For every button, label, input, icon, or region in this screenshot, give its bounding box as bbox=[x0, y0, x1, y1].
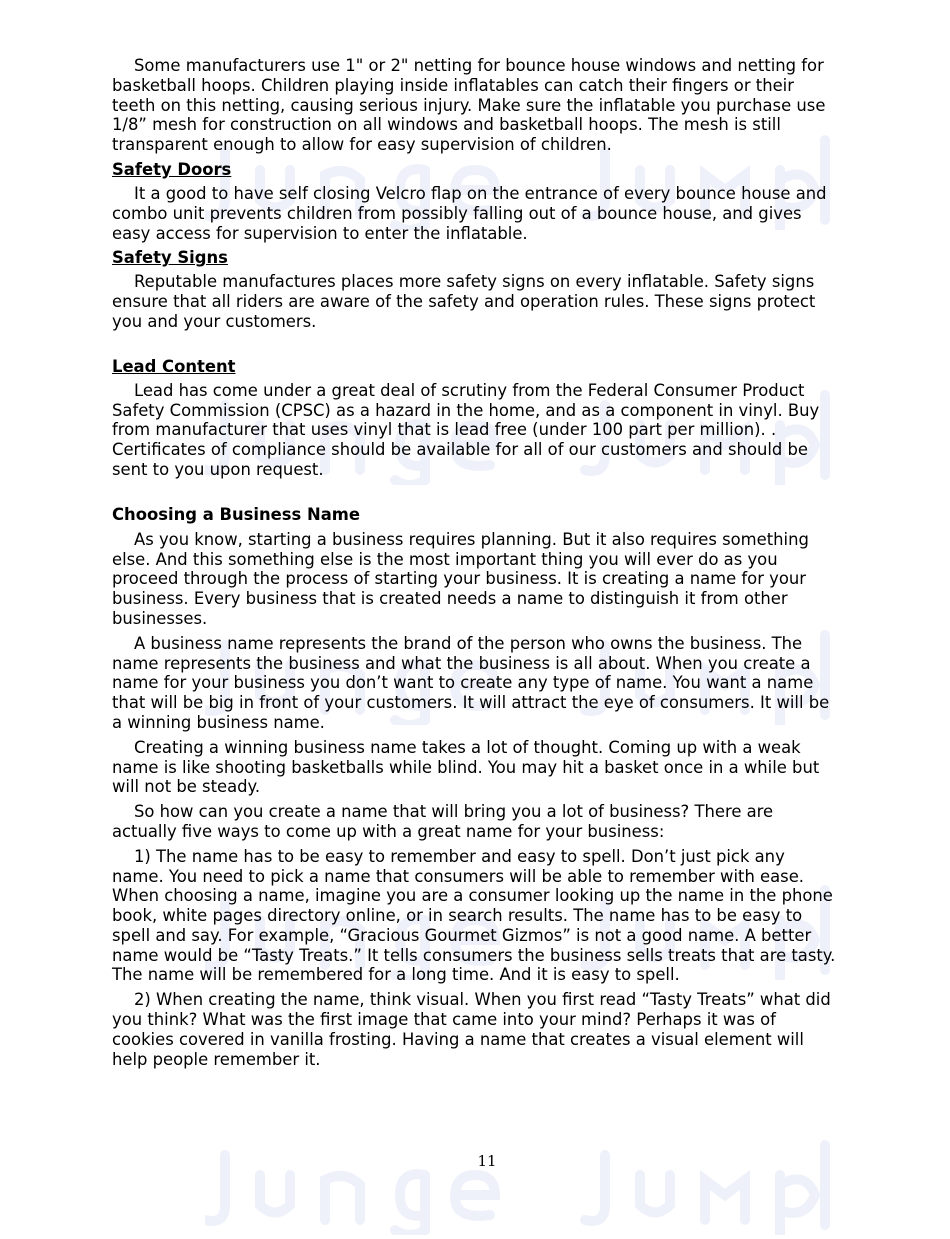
paragraph-business-name-4: So how can you create a name that will bring you a lot of business? There are actually five ways to come up with a great name for your business: bbox=[112, 802, 774, 841]
spacer bbox=[112, 337, 838, 357]
paragraph-business-name-6: 2) When creating the name, think visual. When you first read “Tasty Treats” what did you think? What was the first image that came into your mind? Perhaps it was of cookies covered in vanilla frosting. Having a name that creates a visual element will help people remember it. bbox=[112, 990, 831, 1069]
watermark-logo bbox=[205, 1135, 845, 1235]
paragraph-safety-doors: It a good to have self closing Velcro flap on the entrance of every bounce house and combo unit prevents children from possibly falling out of a bounce house, and gives easy access for supervision to enter the inflatable. bbox=[112, 183, 827, 243]
paragraph-business-name-1: As you know, starting a business requires planning. But it also requires something else. And this something else is the most important thing you will ever do as you proceed through the process of starting your business. It is creating a name for your business. Every business that is created needs a name to distinguish it from other businesses. bbox=[112, 529, 809, 628]
paragraph-lead-content: Lead has come under a great deal of scrutiny from the Federal Consumer Product Safety Commission (CPSC) as a hazard in the home, and as a component in vinyl. Buy from manufacturer that uses vinyl that is lead free (under 100 part per million). . Certificates of compliance should be available for all of our customers and should be sent to you upon request. bbox=[112, 380, 820, 479]
paragraph-business-name-3: Creating a winning business name takes a lot of thought. Coming up with a weak name is like shooting basketballs while blind. You may hit a basket once in a while but will not be steady. bbox=[112, 737, 820, 797]
paragraph-netting: Some manufacturers use 1" or 2" netting for bounce house windows and netting for basketball hoops. Children playing inside inflatables can catch their fingers or their teeth on this netting, causing serious injury. Make sure the inflatable you purchase use 1/8” mesh for construction on all windows and basketball hoops. The mesh is still transparent enough to allow for easy supervision of children. bbox=[112, 56, 826, 155]
spacer bbox=[112, 485, 838, 505]
paragraph-business-name-2: A business name represents the brand of the person who owns the business. The name represents the business and what the business is all about. When you create a name for your business you don’t want to create any type of name. You want a name that will be big in front of your customers. It will attract the eye of consumers. It will be a winning business name. bbox=[112, 633, 830, 732]
document-body bbox=[112, 56, 838, 1074]
paragraph-safety-signs: Reputable manufactures places more safety signs on every inflatable. Safety signs ensure that all riders are aware of the safety and operation rules. These signs protect you and your customers. bbox=[112, 272, 816, 331]
heading-business-name: Choosing a Business Name bbox=[112, 504, 360, 524]
page-number: 11 bbox=[477, 1152, 497, 1170]
heading-safety-signs: Safety Signs bbox=[112, 248, 228, 268]
heading-safety-doors: Safety Doors bbox=[112, 159, 232, 179]
paragraph-business-name-5: 1) The name has to be easy to remember and easy to spell. Don’t just pick any name. You need to pick a name that consumers will be able to remember with ease. When choosing a name, imagine you are a consumer looking up the name in the phone book, white pages directory online, or in search results. The name has to be easy to spell and say. For example, “Gracious Gourmet Gizmos” is not a good name. A better name would be “Tasty Treats.” It tells consumers the business sells treats that are tasty. The name will be remembered for a long time. And it is easy to spell. bbox=[112, 846, 836, 985]
heading-lead-content: Lead Content bbox=[112, 356, 236, 376]
